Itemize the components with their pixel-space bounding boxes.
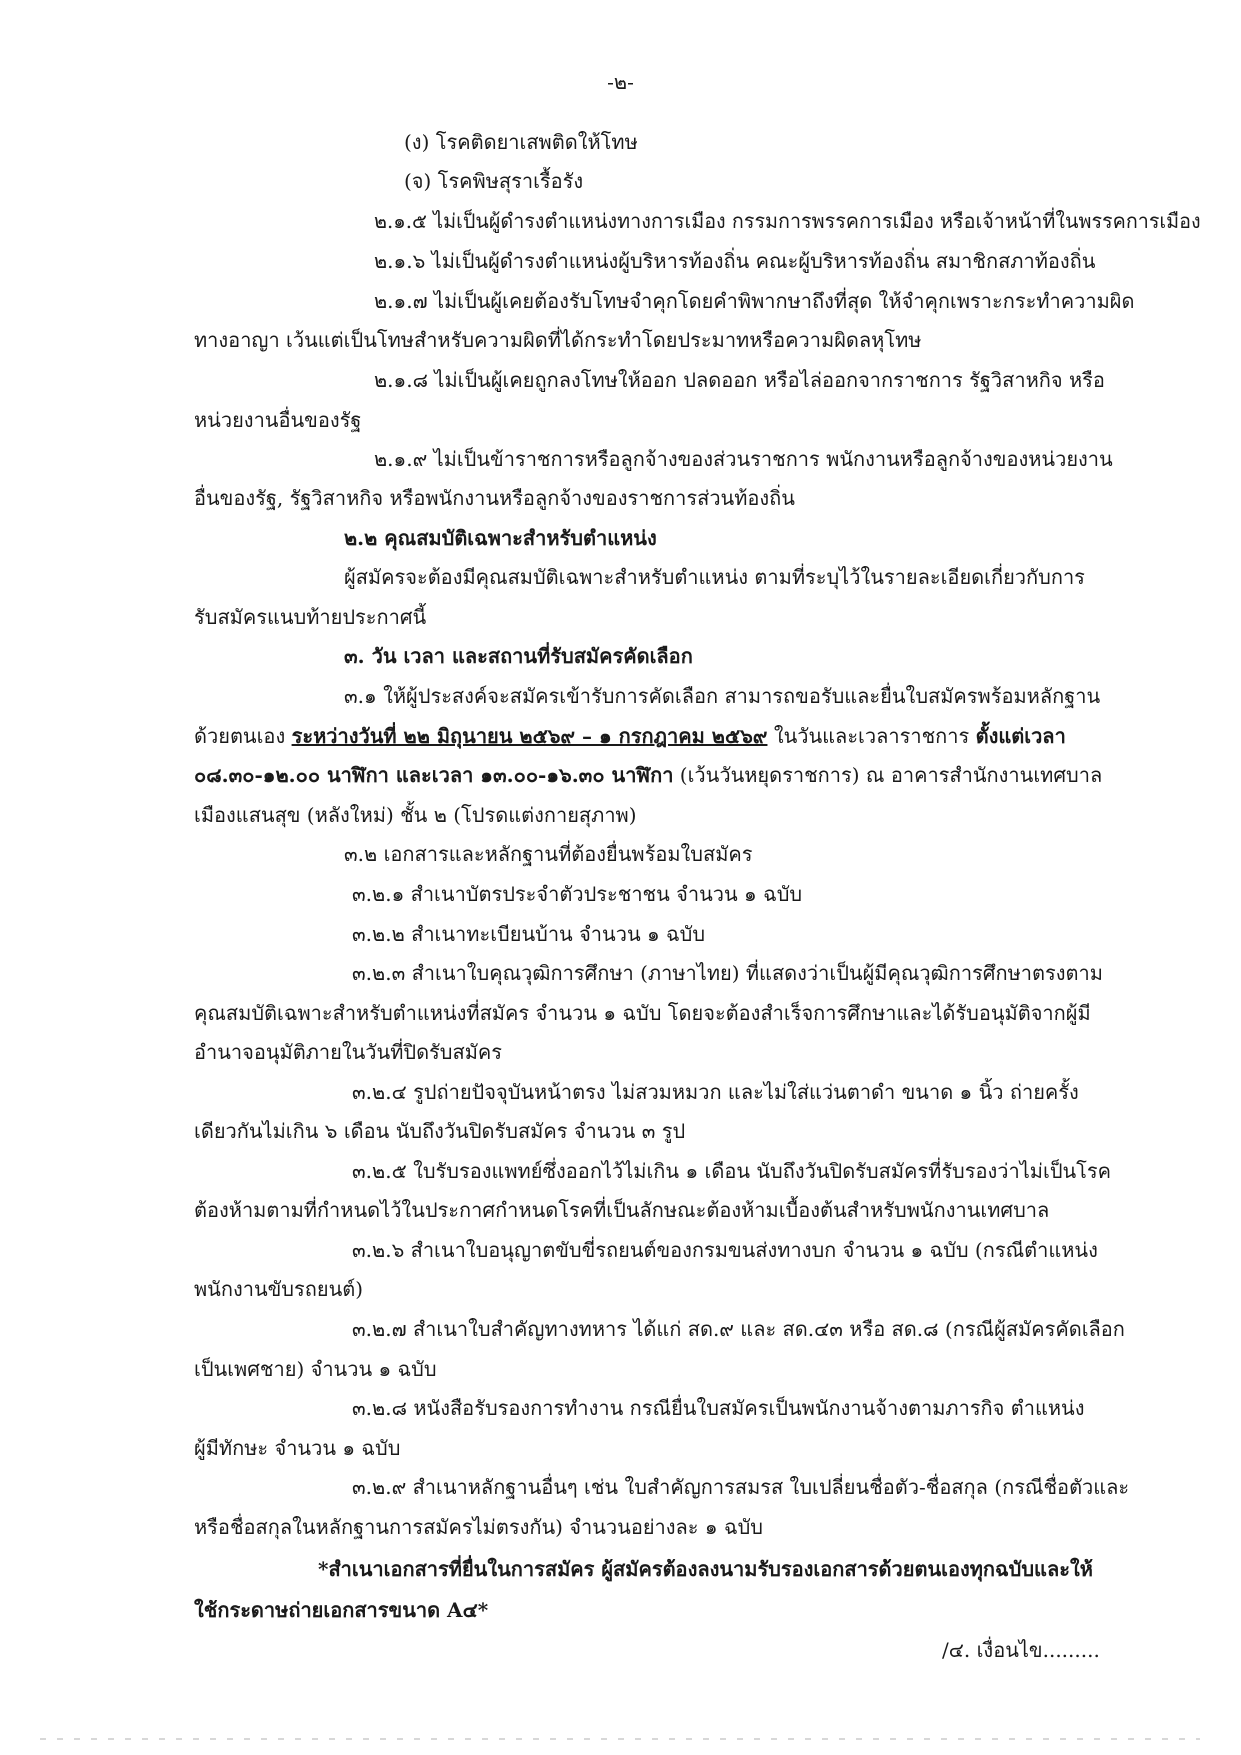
application-period: ระหว่างวันที่ ๒๒ มิถุนายน ๒๕๖๙ – ๑ กรกฎาคม ๒๕๖๙ <box>291 724 768 748</box>
text-from-time: ตั้งแต่เวลา <box>975 724 1066 748</box>
line-3-2-6: ๓.๒.๖ สำเนาใบอนุญาตขับขี่รถยนต์ของกรมขนส่งทางบก จำนวน ๑ ฉบับ (กรณีตำแหน่ง <box>352 1238 1098 1262</box>
line-disease-ng: (ง) โรคติดยาเสพติดให้โทษ <box>404 130 638 154</box>
application-hours: ๐๘.๓๐-๑๒.๐๐ นาฬิกา และเวลา ๑๓.๐๐-๑๖.๓๐ นาฬิกา <box>194 763 674 787</box>
line-3-2: ๓.๒ เอกสารและหลักฐานที่ต้องยื่นพร้อมใบสมัคร <box>344 842 753 866</box>
line-3-2-2: ๓.๒.๒ สำเนาทะเบียนบ้าน จำนวน ๑ ฉบับ <box>352 922 706 946</box>
line-3-2-9-cont: หรือชื่อสกุลในหลักฐานการสมัครไม่ตรงกัน) จำนวนอย่างละ ๑ ฉบับ <box>194 1515 763 1539</box>
line-3-2-5: ๓.๒.๕ ใบรับรองแพทย์ซึ่งออกไว้ไม่เกิน ๑ เดือน นับถึงวันปิดรับสมัครที่รับรองว่าไม่เป็นโรค <box>352 1159 1112 1183</box>
line-3-2-6-cont: พนักงานขับรถยนต์) <box>194 1277 364 1301</box>
line-3-2-4: ๓.๒.๔ รูปถ่ายปัจจุบันหน้าตรง ไม่สวมหมวก และไม่ใส่แว่นตาดำ ขนาด ๑ นิ้ว ถ่ายครั้ง <box>352 1080 1079 1104</box>
continuation-marker: /๔. เงื่อนไข......... <box>942 1638 1100 1662</box>
line-2-2-body-cont: รับสมัครแนบท้ายประกาศนี้ <box>194 605 427 629</box>
line-2-1-8: ๒.๑.๘ ไม่เป็นผู้เคยถูกลงโทษให้ออก ปลดออก หรือไล่ออกจากราชการ รัฐวิสาหกิจ หรือ <box>374 368 1105 392</box>
line-2-1-8-cont: หน่วยงานอื่นของรัฐ <box>194 408 362 432</box>
line-3-2-1: ๓.๒.๑ สำเนาบัตรประจำตัวประชาชน จำนวน ๑ ฉบับ <box>352 882 803 906</box>
line-3-1-location: เมืองแสนสุข (หลังใหม่) ชั้น ๒ (โปรดแต่งกายสุภาพ) <box>194 803 637 827</box>
line-3-2-8: ๓.๒.๘ หนังสือรับรองการทำงาน กรณียื่นใบสมัครเป็นพนักงานจ้างตามภารกิจ ตำแหน่ง <box>352 1396 1085 1420</box>
line-3-2-5-cont: ต้องห้ามตามที่กำหนดไว้ในประกาศกำหนดโรคที่เป็นลักษณะต้องห้ามเบื้องต้นสำหรับพนักงานเทศบาล <box>194 1198 1050 1222</box>
heading-2-2: ๒.๒ คุณสมบัติเฉพาะสำหรับตำแหน่ง <box>344 526 657 550</box>
line-3-1-cont <box>194 722 1066 750</box>
line-2-1-6: ๒.๑.๖ ไม่เป็นผู้ดำรงตำแหน่งผู้บริหารท้องถิ่น คณะผู้บริหารท้องถิ่น สมาชิกสภาท้องถิ่น <box>374 249 1096 273</box>
scan-artifact <box>40 1738 1200 1740</box>
heading-3: ๓. วัน เวลา และสถานที่รับสมัครคัดเลือก <box>344 644 693 668</box>
line-2-1-7: ๒.๑.๗ ไม่เป็นผู้เคยต้องรับโทษจำคุกโดยคำพิพากษาถึงที่สุด ให้จำคุกเพราะกระทำความผิด <box>374 289 1135 313</box>
text-office-hours: ในวันและเวลาราชการ <box>773 724 970 748</box>
line-3-2-8-cont: ผู้มีทักษะ จำนวน ๑ ฉบับ <box>194 1436 401 1460</box>
line-2-1-5: ๒.๑.๕ ไม่เป็นผู้ดำรงตำแหน่งทางการเมือง กรรมการพรรคการเมือง หรือเจ้าหน้าที่ในพรรคการเมือง <box>374 209 1201 233</box>
line-3-2-3-cont-2: อำนาจอนุมัติภายในวันที่ปิดรับสมัคร <box>194 1040 503 1064</box>
note-copies: *สำเนาเอกสารที่ยื่นในการสมัคร ผู้สมัครต้องลงนามรับรองเอกสารด้วยตนเองทุกฉบับและให้ <box>318 1557 1093 1581</box>
line-2-1-9-cont: อื่นของรัฐ, รัฐวิสาหกิจ หรือพนักงานหรือลูกจ้างของราชการส่วนท้องถิ่น <box>194 486 795 510</box>
line-3-2-9: ๓.๒.๙ สำเนาหลักฐานอื่นๆ เช่น ใบสำคัญการสมรส ใบเปลี่ยนชื่อตัว-ชื่อสกุล (กรณีชื่อตัวและ <box>352 1475 1130 1499</box>
line-2-1-9: ๒.๑.๙ ไม่เป็นข้าราชการหรือลูกจ้างของส่วนราชการ พนักงานหรือลูกจ้างของหน่วยงาน <box>374 447 1113 471</box>
text-office-location: (เว้นวันหยุดราชการ) ณ อาคารสำนักงานเทศบาล <box>679 763 1103 787</box>
line-2-2-body: ผู้สมัครจะต้องมีคุณสมบัติเฉพาะสำหรับตำแหน่ง ตามที่ระบุไว้ในรายละเอียดเกี่ยวกับการ <box>344 565 1085 589</box>
note-copies-cont: ใช้กระดาษถ่ายเอกสารขนาด A๔* <box>194 1598 489 1622</box>
line-3-1-hours <box>194 761 1102 789</box>
line-3-1: ๓.๑ ให้ผู้ประสงค์จะสมัครเข้ารับการคัดเลือก สามารถขอรับและยื่นใบสมัครพร้อมหลักฐาน <box>344 684 1101 708</box>
line-3-2-3-cont: คุณสมบัติเฉพาะสำหรับตำแหน่งที่สมัคร จำนวน ๑ ฉบับ โดยจะต้องสำเร็จการศึกษาและได้รับอนุมัติจากผู้มี <box>194 1001 1091 1025</box>
line-3-2-7: ๓.๒.๗ สำเนาใบสำคัญทางทหาร ได้แก่ สด.๙ และ สด.๔๓ หรือ สด.๘ (กรณีผู้สมัครคัดเลือก <box>352 1317 1125 1341</box>
line-disease-cho: (จ) โรคพิษสุราเรื้อรัง <box>404 169 584 193</box>
page-number: -๒- <box>607 70 634 94</box>
line-3-2-4-cont: เดียวกันไม่เกิน ๖ เดือน นับถึงวันปิดรับสมัคร จำนวน ๓ รูป <box>194 1119 686 1143</box>
line-3-2-7-cont: เป็นเพศชาย) จำนวน ๑ ฉบับ <box>194 1357 437 1381</box>
line-2-1-7-cont: ทางอาญา เว้นแต่เป็นโทษสำหรับความผิดที่ได้กระทำโดยประมาทหรือความผิดลหุโทษ <box>194 328 922 352</box>
text-in-person: ด้วยตนเอง <box>194 724 286 748</box>
line-3-2-3: ๓.๒.๓ สำเนาใบคุณวุฒิการศึกษา (ภาษาไทย) ที่แสดงว่าเป็นผู้มีคุณวุฒิการศึกษาตรงตาม <box>352 961 1103 985</box>
